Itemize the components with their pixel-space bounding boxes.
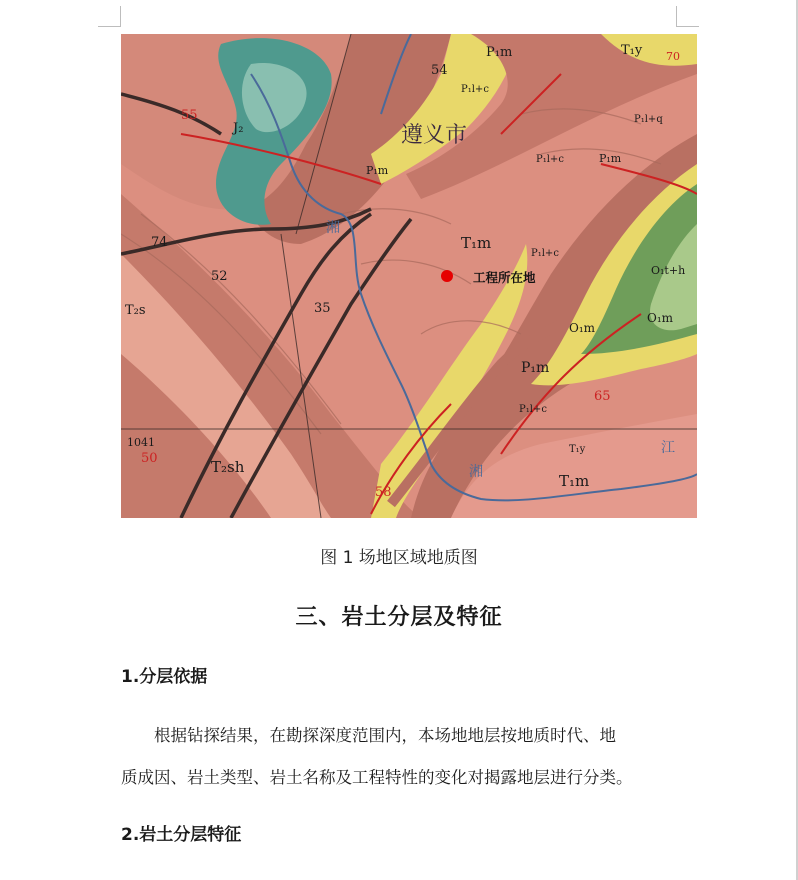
figure-caption: 图 1 场地区域地质图 bbox=[320, 548, 478, 568]
map-label-t1y-b: T₁y bbox=[569, 444, 586, 455]
map-label-1041: 1041 bbox=[127, 436, 155, 449]
map-label-p1lc-b: P₁l+c bbox=[536, 154, 564, 165]
map-label-35: 35 bbox=[314, 301, 331, 316]
map-label-j2: J₂ bbox=[233, 121, 244, 136]
map-label-river2: 湘 bbox=[469, 464, 483, 480]
map-label-river: 湘 bbox=[326, 220, 340, 236]
section-heading: 三、岩土分层及特征 bbox=[295, 605, 503, 630]
paragraph-line-2: 质成因、岩土类型、岩土名称及工程特性的变化对揭露地层进行分类。 bbox=[121, 768, 633, 787]
crop-mark-top-left bbox=[98, 6, 121, 27]
map-label-p1m-a: P₁m bbox=[486, 45, 513, 60]
map-label-t1y-a: T₁y bbox=[621, 43, 643, 58]
map-label-p1m-c: P₁m bbox=[599, 152, 622, 165]
map-label-50: 50 bbox=[141, 451, 158, 466]
map-label-o1m-b: O₁m bbox=[647, 311, 674, 325]
map-label-74: 74 bbox=[151, 235, 168, 250]
map-label-p1lc-c: P₁l+c bbox=[531, 248, 559, 259]
map-label-p1lc-a: P₁l+c bbox=[461, 84, 489, 95]
site-marker-label: 工程所在地 bbox=[473, 270, 536, 285]
map-label-p1m-b: P₁m bbox=[366, 164, 389, 177]
map-label-p1m-d: P₁m bbox=[521, 360, 550, 376]
map-label-70: 70 bbox=[666, 50, 680, 63]
paragraph-basis bbox=[121, 715, 677, 799]
map-label-o1m-a: O₁m bbox=[569, 321, 596, 335]
subsection-heading-2: 2.岩土分层特征 bbox=[121, 825, 242, 845]
map-label-55: 55 bbox=[181, 108, 198, 123]
paragraph-line-1: 根据钻探结果，在勘探深度范围内，本场地地层按地质时代、地 bbox=[154, 726, 616, 745]
map-label-p1lq: P₁l+q bbox=[634, 114, 663, 125]
map-label-o1th: O₁t+h bbox=[651, 264, 686, 277]
map-label-52: 52 bbox=[211, 269, 228, 284]
geologic-map-image bbox=[121, 34, 697, 518]
map-label-river3: 江 bbox=[661, 440, 675, 456]
map-label-t2s: T₂s bbox=[125, 303, 146, 318]
map-label-54: 54 bbox=[431, 63, 448, 78]
map-label-65: 65 bbox=[594, 389, 611, 404]
map-label-58: 58 bbox=[375, 485, 392, 500]
map-label-t2sh: T₂sh bbox=[211, 458, 245, 476]
map-label-p1lc-d: P₁l+c bbox=[519, 404, 547, 415]
subsection-heading-1: 1.分层依据 bbox=[121, 667, 208, 687]
map-label-t1m-a: T₁m bbox=[461, 234, 492, 252]
map-label-city: 遵义市 bbox=[401, 123, 468, 148]
map-label-t1m-b: T₁m bbox=[559, 472, 590, 490]
site-marker-dot bbox=[441, 270, 453, 282]
geologic-map-svg bbox=[121, 34, 697, 518]
crop-mark-top-right bbox=[676, 6, 699, 27]
